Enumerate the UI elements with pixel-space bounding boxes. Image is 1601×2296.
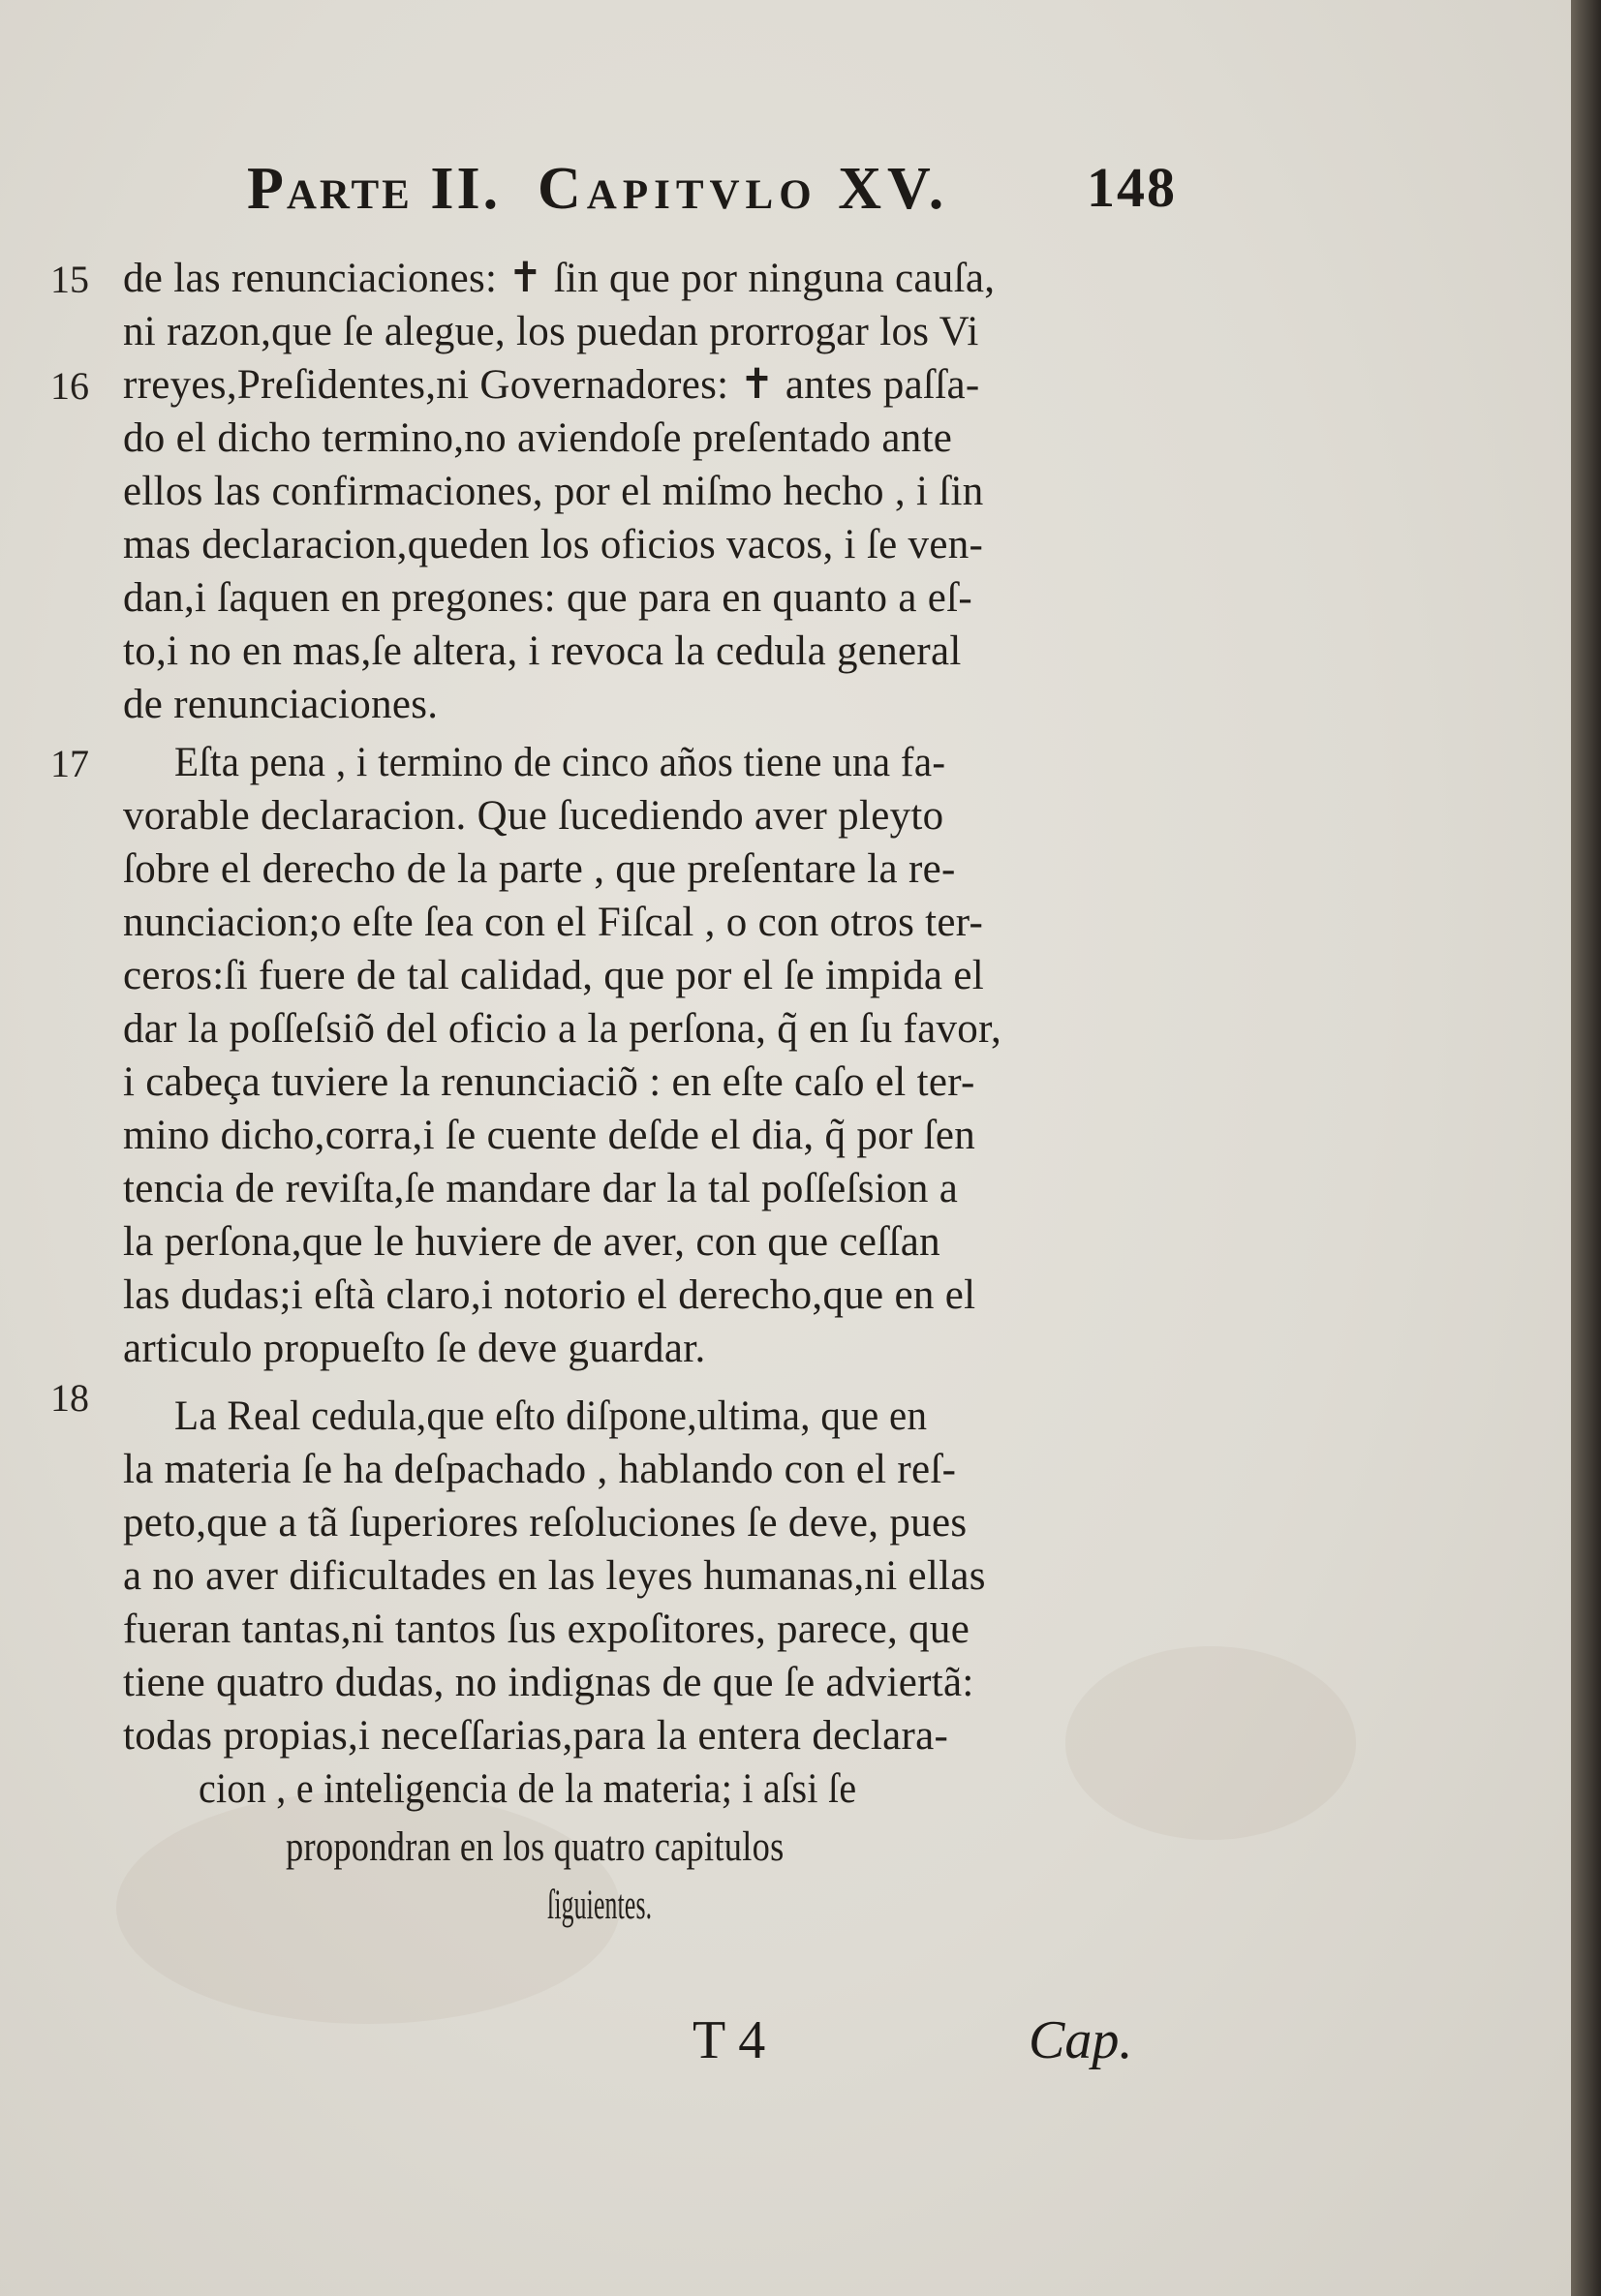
text-line: a no aver dificultades en las leyes humanas,ni ellas [123,1553,986,1599]
margin-number-16: 16 [50,364,89,408]
text-line: mino dicho,corra,i ſe cuente deſde el dia, q̃ por ſen [123,1113,976,1158]
running-head [247,155,1177,232]
text-line: mas declaracion,queden los oficios vacos, i ſe ven- [123,522,984,567]
text-line: rreyes,Preſidentes,ni Governadores: ✝ antes paſſa- [123,362,980,408]
text-line: tencia de reviſta,ſe mandare dar la tal poſſeſsion a [123,1166,959,1211]
text-line: Eſta pena , i termino de cinco años tiene una fa- [174,740,946,785]
margin-number-18: 18 [50,1376,89,1420]
catchword: Cap. [1029,2010,1133,2070]
text-line: ceros:ſi fuere de tal calidad, que por el ſe impida el [123,953,984,998]
running-head-part: Parte II. [247,156,502,222]
signature-mark: T 4 [693,2010,766,2070]
text-line: todas propias,i neceſſarias,para la entera declara- [123,1713,949,1759]
text-line: do el dicho termino,no aviendoſe preſentado ante [123,415,953,461]
folio-number: 148 [1087,156,1177,219]
running-head-chapter: Capitvlo XV. [538,156,950,222]
text-line: la perſona,que le huviere de aver, con que ceſſan [123,1219,940,1265]
text-line: peto,que a tã ſuperiores reſoluciones ſe deve, pues [123,1500,968,1546]
text-line: dar la poſſeſsiõ del oficio a la perſona, q̃ en ſu favor, [123,1006,1002,1052]
text-line: de las renunciaciones: ✝ ſin que por ninguna cauſa, [123,256,996,301]
text-line: ellos las confirmaciones, por el miſmo hecho , i ſin [123,469,984,514]
text-line: i cabeça tuviere la renunciaciõ : en eſte caſo el ter- [123,1059,975,1105]
margin-number-15: 15 [50,258,89,301]
text-line: ſobre el derecho de la parte , que preſentare la re- [123,846,956,892]
bleed-through-text [77,1956,1143,1995]
text-line: ni razon,que ſe alegue, los puedan prorrogar los Vi [123,309,979,354]
text-line: tiene quatro dudas, no indignas de que ſe adviertã: [123,1660,974,1705]
text-line: propondran en los quatro capitulos [286,1824,785,1870]
margin-number-17: 17 [50,742,89,785]
text-line: de renunciaciones. [123,682,439,727]
text-line: ſiguientes. [547,1883,653,1928]
text-line: La Real cedula,que eſto diſpone,ultima, que en [174,1393,928,1439]
text-line: to,i no en mas,ſe altera, i revoca la cedula general [123,628,962,674]
text-line: nunciacion;o eſte ſea con el Fiſcal , o con otros ter- [123,900,984,945]
text-line: fueran tantas,ni tantos ſus expoſitores, parece, que [123,1607,970,1652]
text-line: las dudas;i eſtà claro,i notorio el derecho,que en el [123,1272,976,1318]
book-edge [1571,0,1601,2296]
text-line: la materia ſe ha deſpachado , hablando con el reſ- [123,1447,957,1492]
text-line: vorable declaracion. Que ſucediendo aver pleyto [123,793,944,839]
text-line: cion , e inteligencia de la materia; i aſsi ſe [199,1766,857,1812]
text-line: dan,i ſaquen en pregones: que para en quanto a eſ- [123,575,973,621]
text-line: articulo propueſto ſe deve guardar. [123,1326,706,1371]
